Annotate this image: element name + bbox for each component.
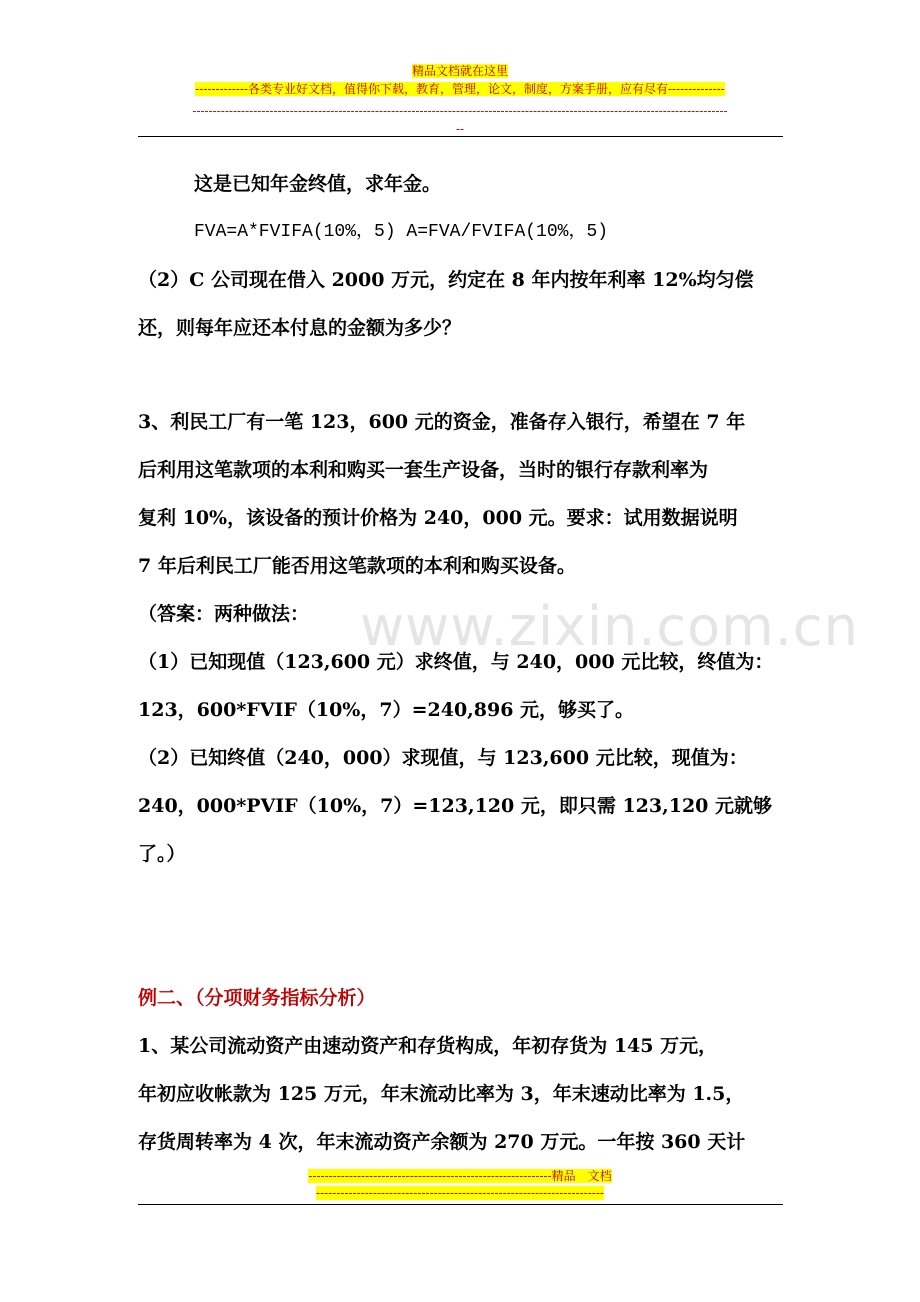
spacer bbox=[138, 878, 784, 974]
paragraph: 3、利民工厂有一笔 123，600 元的资金，准备存入银行，希望在 7 年 bbox=[138, 411, 746, 433]
header-title: 精品文档就在这里 bbox=[411, 64, 508, 78]
answer-heading: （答案：两种做法： bbox=[138, 603, 310, 625]
header-dash-line: ------------------------------------------------------------------------------------------------------------------------------------ bbox=[192, 104, 728, 118]
paragraph: 还，则每年应还本付息的金额为多少？ bbox=[138, 317, 462, 339]
header-dash-tail: -- bbox=[455, 122, 465, 136]
paragraph: 240，000*PVIF（10%，7）=123,120 元，即只需 123,120 元就够 bbox=[138, 795, 773, 817]
formula-line: FVA=A*FVIFA(10%，5) A=FVA/FVIFA(10%，5) bbox=[194, 222, 609, 242]
paragraph: 了。） bbox=[138, 843, 186, 865]
paragraph: 这是已知年金终值，求年金。 bbox=[194, 173, 442, 195]
paragraph: 123，600*FVIF（10%，7）=240,896 元，够买了。 bbox=[138, 699, 635, 721]
paragraph: 复利 10%，该设备的预计价格为 240，000 元。要求：试用数据说明 bbox=[138, 507, 738, 529]
paragraph: （2）已知终值（240，000）求现值，与 123,600 元比较，现值为： bbox=[138, 747, 748, 769]
header-rule bbox=[138, 136, 783, 137]
paragraph: 7 年后利民工厂能否用这笔款项的本利和购买设备。 bbox=[138, 555, 576, 577]
paragraph: 存货周转率为 4 次，年末流动资产余额为 270 万元。一年按 360 天计 bbox=[138, 1131, 746, 1153]
document-body bbox=[138, 160, 784, 1166]
paragraph: （2）C 公司现在借入 2000 万元，约定在 8 年内按年利率 12%均匀偿 bbox=[138, 269, 754, 291]
paragraph: 后利用这笔款项的本利和购买一套生产设备，当时的银行存款利率为 bbox=[138, 459, 709, 481]
footer-line-1: ------------------------------------------------------------精品 文档 bbox=[308, 1169, 612, 1183]
paragraph: （1）已知现值（123,600 元）求终值，与 240，000 元比较，终值为： bbox=[138, 651, 774, 673]
paragraph: 1、某公司流动资产由速动资产和存货构成，年初存货为 145 万元， bbox=[138, 1035, 718, 1057]
spacer bbox=[138, 352, 784, 398]
section-title: 例二、（分项财务指标分析） bbox=[138, 987, 376, 1009]
document-footer bbox=[138, 1168, 782, 1202]
footer-rule bbox=[138, 1204, 783, 1205]
paragraph: 年初应收帐款为 125 万元，年末流动比率为 3，年末速动比率为 1.5， bbox=[138, 1083, 745, 1105]
watermark: www.zixin.com.cn bbox=[360, 595, 859, 658]
header-tagline: -------------各类专业好文档，值得你下载，教育，管理，论文，制度，方案手册，应有尽有-------------- bbox=[195, 82, 725, 96]
document-header bbox=[138, 62, 782, 136]
footer-line-2: ----------------------------------------------------------------------- bbox=[316, 1186, 604, 1200]
